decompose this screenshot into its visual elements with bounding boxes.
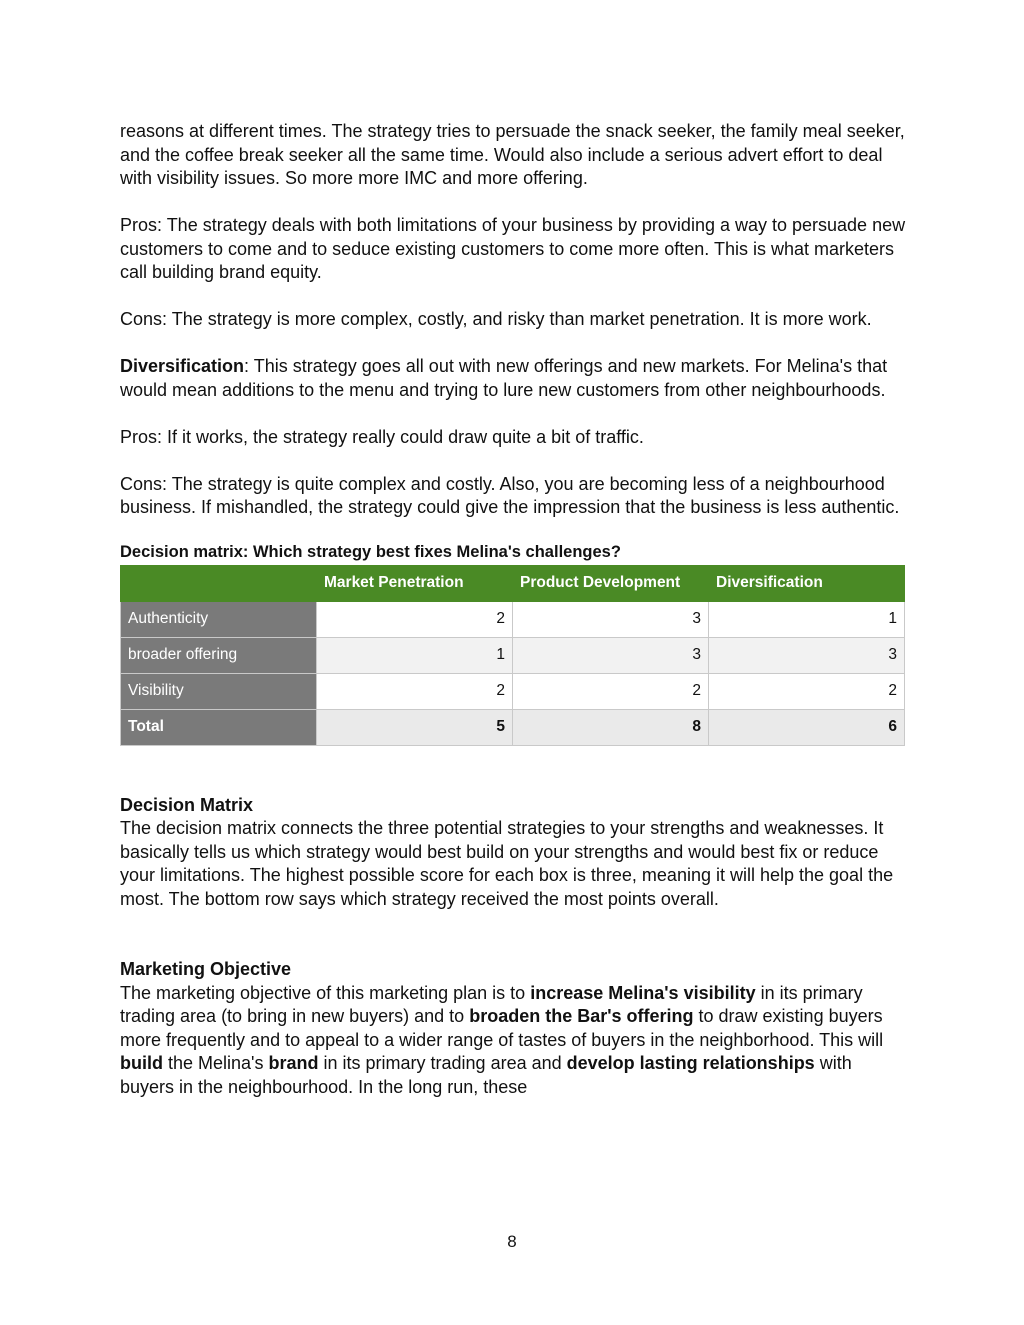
cell-authenticity-market-penetration: 2 (317, 601, 513, 637)
row-header-total: Total (121, 709, 317, 745)
column-header-market-penetration: Market Penetration (317, 565, 513, 601)
paragraph-diversification-pros: Pros: If it works, the strategy really could draw quite a bit of traffic. (120, 426, 644, 447)
objective-emphasis-visibility: increase Melina's visibility (530, 982, 756, 1003)
marketing-objective-paragraph (120, 982, 910, 1100)
objective-emphasis-relationships: develop lasting relationships (566, 1053, 815, 1073)
matrix-row-authenticity (121, 601, 905, 637)
objective-emphasis-brand: brand (268, 1053, 319, 1073)
objective-emphasis-offering: broaden the Bar's offering (469, 1006, 694, 1026)
cell-visibility-market-penetration: 2 (317, 673, 513, 709)
cell-total-market-penetration: 5 (317, 709, 513, 745)
cell-broader-offering-market-penetration: 1 (317, 637, 513, 673)
objective-text: in its primary trading area and (318, 1053, 567, 1073)
diversification-term: Diversification (120, 356, 245, 376)
page-number: 8 (507, 1232, 517, 1251)
objective-text: the Melina's (163, 1053, 269, 1073)
matrix-row-visibility (121, 673, 905, 709)
cell-broader-offering-product-development: 3 (513, 637, 709, 673)
paragraph-product-development-pros: Pros: The strategy deals with both limitations of your business by providing a way to persuade new customers to come and to seduce existing customers to come more often. This is what marketers call building brand equity. (120, 215, 906, 282)
paragraph-diversification (120, 355, 910, 402)
paragraph-diversification-cons: Cons: The strategy is quite complex and costly. Also, you are becoming less of a neighbourhood business. If mishandled, the strategy could give the impression that the business is less authentic. (120, 473, 900, 517)
matrix-row-total (121, 709, 905, 745)
objective-text: with buyers in the neighbourhood. In the long run, these (120, 1053, 852, 1097)
cell-broader-offering-diversification: 3 (709, 637, 905, 673)
cell-visibility-product-development: 2 (513, 673, 709, 709)
cell-authenticity-diversification: 1 (709, 601, 905, 637)
cell-visibility-diversification: 2 (709, 673, 905, 709)
marketing-objective-heading: Marketing Objective (120, 959, 292, 979)
document-page (120, 120, 910, 1123)
objective-text: to draw existing buyers more frequently and to appeal to a wider range of tastes of buyers in the neighborhood. This will (120, 1006, 884, 1050)
objective-emphasis-build: build (120, 1053, 163, 1073)
matrix-corner-cell (121, 565, 317, 601)
decision-matrix-caption: Decision matrix: Which strategy best fixes Melina's challenges? (120, 542, 621, 561)
spacer (120, 911, 910, 958)
paragraph-product-development-continued: reasons at different times. The strategy tries to persuade the snack seeker, the family meal seeker, and the coffee break seeker all the same time. Would also include a serious advert effort to deal with visibility issues. So more more IMC and more offering. (120, 121, 905, 188)
column-header-product-development: Product Development (513, 565, 709, 601)
spacer (120, 746, 910, 794)
objective-text: in its primary trading area (to bring in new buyers) and to (120, 982, 863, 1026)
matrix-header-row (121, 565, 905, 601)
diversification-description: : This strategy goes all out with new offerings and new markets. For Melina's that would mean additions to the menu and trying to lure new customers from other neighbourhoods. (120, 356, 888, 400)
row-header-broader-offering: broader offering (121, 637, 317, 673)
decision-matrix-description: The decision matrix connects the three potential strategies to your strengths and weaknesses. It basically tells us which strategy would best build on your strengths and would best fix or reduce your limitations. The highest possible score for each box is three, meaning it will help the goal the most. The bottom row says which strategy received the most points overall. (120, 818, 894, 909)
paragraph-product-development-cons: Cons: The strategy is more complex, costly, and risky than market penetration. It is more work. (120, 309, 872, 329)
row-header-visibility: Visibility (121, 673, 317, 709)
row-header-authenticity: Authenticity (121, 601, 317, 637)
cell-total-product-development: 8 (513, 709, 709, 745)
cell-total-diversification: 6 (709, 709, 905, 745)
matrix-row-broader-offering (121, 637, 905, 673)
column-header-diversification: Diversification (709, 565, 905, 601)
decision-matrix-table (120, 565, 905, 746)
objective-text: The marketing objective of this marketing plan is to (120, 982, 531, 1003)
decision-matrix-heading: Decision Matrix (120, 794, 254, 815)
cell-authenticity-product-development: 3 (513, 601, 709, 637)
